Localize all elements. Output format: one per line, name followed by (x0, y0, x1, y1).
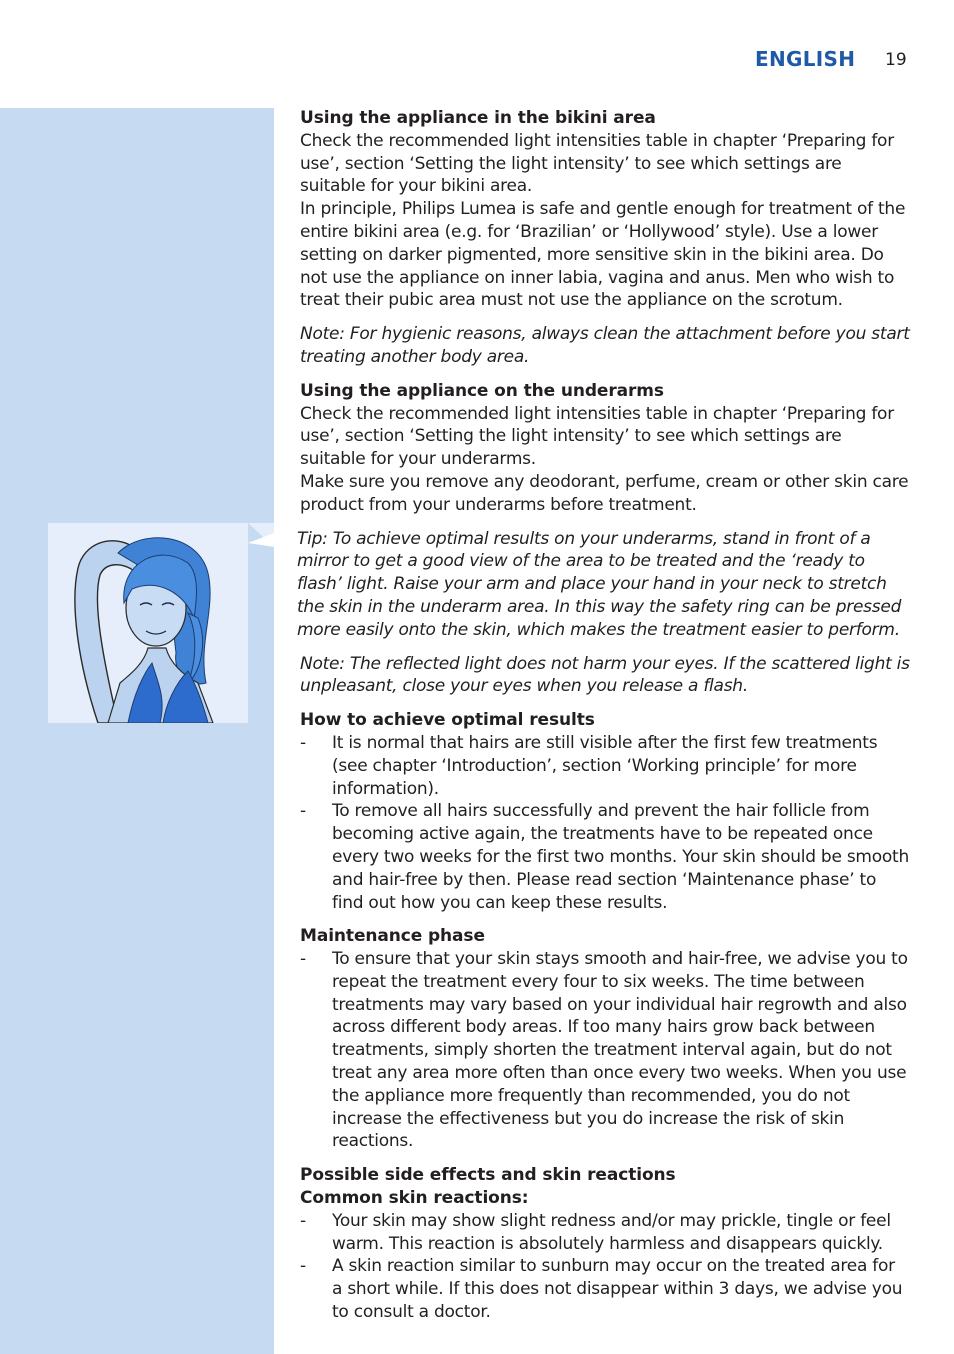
section-heading-maintenance: Maintenance phase (300, 926, 485, 947)
list-item (300, 732, 910, 800)
list-item-text: To ensure that your skin stays smooth and hair-free, we advise you to repeat the treatment every four to six weeks. The time between treatments may vary based on your individual hair regrowth and also across different body areas. If too many hairs grow back between treatments, simply shorten the treatment interval again, but do not treat any area more often than once every two weeks. When you use the appliance more frequently than recommended, you do not increase the effectiveness but you do increase the risk of skin reactions. (332, 949, 908, 1152)
underarms-paragraph-2: Make sure you remove any deodorant, perfume, cream or other skin care product from your underarms before treatment. (300, 471, 909, 515)
underarms-paragraph-1: Check the recommended light intensities table in chapter ‘Preparing for use’, section ‘Setting the light intensity’ to see which settings are suitable for your underarms. (300, 403, 894, 470)
bullet-dash: - (300, 732, 306, 753)
language-label: ENGLISH (755, 47, 856, 71)
bullet-dash: - (300, 801, 306, 822)
bikini-paragraph-2: In principle, Philips Lumea is safe and gentle enough for treatment of the entire bikini area (e.g. for ‘Brazilian’ or ‘Hollywood’ style). Use a lower setting on darker pigmented, more sensitive skin in the bikini area. Do not use the appliance on inner labia, vagina and anus. Men who wish to treat their pubic area must not use the appliance on the scrotum. (300, 199, 906, 311)
woman-raising-arm-illustration (48, 523, 248, 723)
list-item (300, 1210, 910, 1256)
list-item (300, 948, 910, 1153)
underarms-note: Note: The reflected light does not harm your eyes. If the scattered light is unpleasant, close your eyes when you release a flash. (300, 653, 910, 697)
section-heading-bikini: Using the appliance in the bikini area (300, 108, 656, 128)
list-item (300, 1255, 910, 1323)
section-heading-underarms: Using the appliance on the underarms (300, 380, 664, 401)
list-item-text: Your skin may show slight redness and/or may prickle, tingle or feel warm. This reaction is absolutely harmless and disappears quickly. (332, 1210, 891, 1254)
bullet-dash: - (300, 949, 306, 970)
list-item-text: To remove all hairs successfully and prevent the hair follicle from becoming active again, the treatments have to be repeated once every two weeks for the first two months. Your skin should be smooth and hair-free by then. Please read section ‘Maintenance phase’ to find out how you can keep these results. (332, 801, 909, 913)
bikini-paragraph-1: Check the recommended light intensities table in chapter ‘Preparing for use’, section ‘Setting the light intensity’ to see which settings are suitable for your bikini area. (300, 130, 894, 197)
main-content (297, 107, 910, 1324)
section-heading-side-effects: Possible side effects and skin reactions (300, 1165, 676, 1186)
section-heading-optimal-results: How to achieve optimal results (300, 710, 595, 731)
list-item-text: A skin reaction similar to sunburn may occur on the treated area for a short while. If this does not disappear within 3 days, we advise you to consult a doctor. (332, 1256, 903, 1323)
page-number: 19 (885, 50, 907, 70)
bullet-dash: - (300, 1210, 306, 1231)
callout-pointer (248, 523, 274, 547)
list-item-text: It is normal that hairs are still visible after the first few treatments (see chapter ‘Introduction’, section ‘Working principle’ for more information). (332, 732, 878, 799)
bikini-note: Note: For hygienic reasons, always clean the attachment before you start treating another body area. (300, 324, 910, 367)
subheading-common-skin-reactions: Common skin reactions: (300, 1188, 529, 1209)
underarms-tip: Tip: To achieve optimal results on your underarms, stand in front of a mirror to get a good view of the area to be treated and the ‘ready to flash’ light. Raise your arm and place your hand in your neck to stretch the skin in the underarm area. In this way the safety ring can be pressed more easily onto the skin, which makes the treatment easier to perform. (297, 528, 902, 640)
list-item (300, 800, 910, 914)
left-sidebar-band (0, 108, 274, 1354)
woman-raising-arm-icon (48, 523, 248, 723)
bullet-dash: - (300, 1256, 306, 1277)
